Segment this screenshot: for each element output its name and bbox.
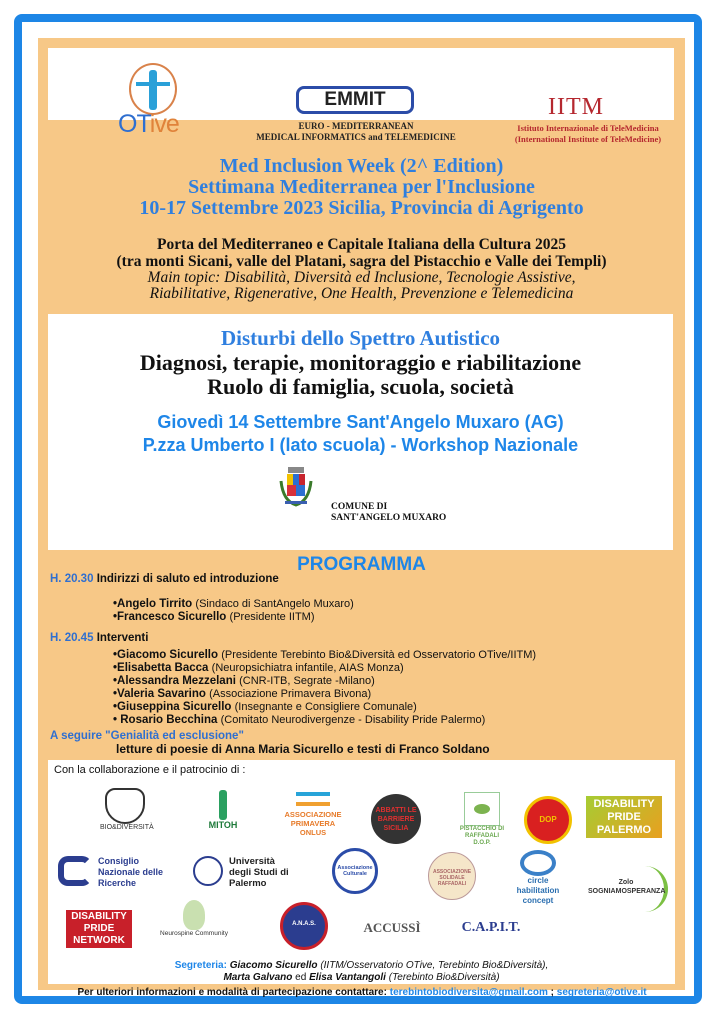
otive-logo-text: OTive	[118, 110, 179, 138]
logo-label: ASSOCIAZIONE PRIMAVERA ONLUS	[284, 810, 342, 837]
contact-email-2[interactable]: segreteria@otive.it	[556, 987, 647, 998]
list-item: •Angelo Tirrito (Sindaco di SantAngelo Muxaro)	[113, 598, 354, 610]
workshop-date: Giovedì 14 Settembre Sant'Angelo Muxaro (AG)	[157, 412, 564, 432]
comune-name	[331, 502, 446, 524]
iitm-subtitle	[504, 123, 672, 145]
session-1-title: Indirizzi di saluto ed introduzione	[96, 573, 279, 585]
session-2-header	[50, 632, 148, 646]
speaker-name: Valeria Savarino	[117, 688, 206, 700]
primavera-icon	[296, 792, 330, 806]
logo-biodiversita	[100, 788, 154, 831]
logo-abbatti	[371, 794, 421, 844]
logo-label: ASSOCIAZIONE SOLIDALE RAFFADALI	[432, 869, 472, 887]
contact-text: Per ulteriori informazioni e modalità di partecipazione contattare:	[77, 987, 387, 998]
iitm-line2: (International Institute of TeleMedicine)	[514, 134, 662, 144]
logo-cnr	[58, 852, 168, 892]
list-item: •Giacomo Sicurello (Presidente Terebinto Bio&Diversità ed Osservatorio OTive/IITM)	[113, 649, 537, 661]
segreteria-person-3: Elisa Vantangoli	[309, 972, 386, 983]
logo-neurospine	[154, 900, 234, 948]
contact-separator: ;	[550, 987, 554, 998]
segreteria-label: Segreteria:	[174, 960, 227, 971]
list-item: • Rosario Becchina (Comitato Neurodivergenze - Disability Pride Palermo)	[113, 714, 486, 726]
pistacchio-icon	[464, 792, 500, 826]
event-title	[38, 156, 685, 219]
session-1-header	[50, 573, 279, 587]
workshop-line1: Diagnosi, terapie, monitoraggio e riabilitazione	[139, 350, 582, 375]
speaker-name: Francesco Sicurello	[117, 611, 227, 623]
emmit-line2: MEDICAL INFORMATICS and TELEMEDICINE	[256, 132, 456, 142]
list-item: •Giuseppina Sicurello (Insegnante e Consigliere Comunale)	[113, 701, 417, 713]
segreteria-role-1: (IITM/Osservatorio OTive, Terebinto Bio&Diversità),	[320, 960, 549, 971]
logo-label: DISABILITY PRIDE NETWORK	[71, 911, 127, 946]
logo-label: Consiglio Nazionale delle Ricerche	[98, 856, 164, 888]
workshop-line2: Ruolo di famiglia, scuola, società	[207, 374, 514, 399]
biodiversita-icon	[105, 788, 145, 824]
otive-figure-icon	[149, 70, 157, 110]
logo-label: MITOH	[208, 820, 238, 830]
speaker-name: Angelo Tirrito	[117, 598, 193, 610]
logo-capit	[456, 920, 526, 936]
logo-label: ACCUSSÌ	[363, 920, 421, 935]
logo-disability-pride-palermo	[586, 796, 662, 838]
unipa-seal-icon	[193, 856, 223, 886]
poster-panel	[38, 38, 685, 990]
segreteria-line1	[38, 960, 685, 972]
programma-title: PROGRAMMA	[297, 554, 426, 575]
logo-label: Associazione Culturale	[337, 865, 373, 877]
iitm-line1: Istituto Internazionale di TeleMedicina	[517, 123, 659, 133]
list-item: •Valeria Savarino (Associazione Primavera Bivona)	[113, 688, 372, 700]
speaker-name: Giacomo Sicurello	[117, 649, 219, 661]
emmit-subtitle	[236, 121, 476, 143]
caduceus-icon	[219, 790, 227, 820]
session-1-time: H. 20.30	[50, 573, 94, 585]
list-item: •Alessandra Mezzelani (CNR-ITB, Segrate -Milano)	[113, 675, 375, 687]
logo-disability-pride-network	[66, 910, 132, 948]
logo-circle	[508, 850, 568, 905]
event-subtitle	[38, 236, 685, 270]
logo-label: Università degli Studi di Palermo	[229, 856, 289, 889]
logo-label: circle habilitation concept	[516, 876, 560, 905]
workshop-title: Disturbi dello Spettro Autistico	[220, 326, 501, 350]
speaker-role: (Sindaco di SantAngelo Muxaro)	[195, 598, 354, 610]
speaker-role: (Presidente IITM)	[229, 611, 315, 623]
workshop-subtitle	[48, 351, 673, 399]
iitm-logo: IITM	[548, 94, 604, 120]
segreteria-person-2: Marta Galvano	[223, 972, 293, 983]
logo-label: ABBATTI LE BARRIERE SICILIA	[375, 806, 417, 832]
session-2-title: Interventi	[96, 632, 149, 644]
speaker-role: (Neuropsichiatra infantile, AIAS Monza)	[211, 662, 404, 674]
event-topic	[38, 270, 685, 302]
segreteria	[38, 960, 685, 984]
logo-unipa	[193, 854, 293, 894]
workshop-place: P.zza Umberto I (lato scuola) - Workshop Nazionale	[142, 435, 579, 455]
header-logos	[48, 48, 674, 144]
contact-email-1[interactable]: terebintobiodiversita@gmail.com	[389, 987, 548, 998]
segreteria-and: ed	[295, 972, 307, 983]
logo-label: Neurospine Community	[160, 930, 228, 937]
logo-label: A.N.A.S.	[292, 921, 316, 927]
logo-label: PISTACCHIO DI RAFFADALI D.O.P.	[459, 826, 505, 846]
comune-line1: COMUNE DI	[331, 502, 388, 512]
logo-label: DISABILITY PRIDE PALERMO	[593, 798, 655, 836]
speaker-role: (Comitato Neurodivergenze - Disability Pride Palermo)	[220, 714, 486, 726]
logo-label: DOP	[539, 815, 557, 824]
contact-line	[22, 987, 702, 998]
logo-associazione-solidale	[428, 852, 476, 900]
logo-primavera	[283, 792, 343, 837]
event-topic-line2: Riabilitative, Rigenerative, One Health, Prevenzione e Telemedicina	[149, 285, 574, 302]
after-text: letture di poesie di Anna Maria Sicurello e testi di Franco Soldano	[116, 742, 490, 756]
comune-line2: SANT'ANGELO MUXARO	[331, 513, 447, 523]
segreteria-line2	[38, 972, 685, 984]
speaker-role: (CNR-ITB, Segrate -Milano)	[239, 675, 375, 687]
emmit-line1: EURO - MEDITERRANEAN	[298, 121, 414, 131]
event-sub-line1: Porta del Mediterraneo e Capitale Italiana della Cultura 2025	[157, 236, 566, 253]
logo-dop	[524, 796, 572, 844]
logo-accussi	[362, 920, 422, 936]
speaker-name: Giuseppina Sicurello	[117, 701, 232, 713]
event-title-line2: Settimana Mediterranea per l'Inclusione	[188, 176, 535, 198]
speaker-name: Alessandra Mezzelani	[117, 675, 236, 687]
speaker-role: (Insegnante e Consigliere Comunale)	[234, 701, 417, 713]
sponsors-box	[48, 760, 675, 984]
speaker-role: (Presidente Terebinto Bio&Diversità ed Osservatorio OTive/IITM)	[221, 649, 537, 661]
logo-mitoh	[198, 790, 248, 830]
logo-anas	[280, 902, 328, 950]
event-title-line1: Med Inclusion Week (2^ Edition)	[219, 155, 504, 177]
sponsors-label: Con la collaborazione e il patrocinio di :	[54, 764, 246, 776]
logo-label: Zolo SOGNIAMOSPERANZA	[588, 879, 666, 895]
neurospine-icon	[183, 900, 205, 930]
session-2-time: H. 20.45	[50, 632, 94, 644]
list-item: •Elisabetta Bacca (Neuropsichiatra infantile, AIAS Monza)	[113, 662, 404, 674]
logo-zolo	[588, 866, 668, 912]
emmit-logo: EMMIT	[296, 86, 414, 114]
workshop-box	[48, 314, 673, 550]
cnr-icon	[58, 856, 92, 886]
speaker-name: Elisabetta Bacca	[117, 662, 209, 674]
list-item: •Francesco Sicurello (Presidente IITM)	[113, 611, 315, 623]
speaker-name: Rosario Becchina	[120, 714, 218, 726]
otive-arms-icon	[136, 82, 170, 86]
logo-label: C.A.P.I.T.	[461, 920, 521, 935]
logo-pistacchio	[458, 792, 506, 847]
logo-label: BIO&DIVERSITÀ	[100, 824, 154, 831]
speaker-role: (Associazione Primavera Bivona)	[209, 688, 372, 700]
workshop-datetime	[48, 411, 673, 457]
segreteria-role-3: (Terebinto Bio&Diversità)	[388, 972, 500, 983]
after-title: A seguire "Genialità ed esclusione"	[50, 730, 244, 742]
event-title-line3: 10-17 Settembre 2023 Sicilia, Provincia di Agrigento	[139, 197, 584, 219]
comune-crest-icon	[279, 467, 313, 511]
segreteria-person-1: Giacomo Sicurello	[229, 960, 318, 971]
circle-icon	[520, 850, 556, 876]
event-topic-line1: Main topic: Disabilità, Diversità ed Inclusione, Tecnologie Assistive,	[147, 269, 576, 286]
logo-associazione-culturale	[332, 848, 378, 894]
event-sub-line2: (tra monti Sicani, valle del Platani, sagra del Pistacchio e Valle dei Templi)	[116, 253, 607, 270]
